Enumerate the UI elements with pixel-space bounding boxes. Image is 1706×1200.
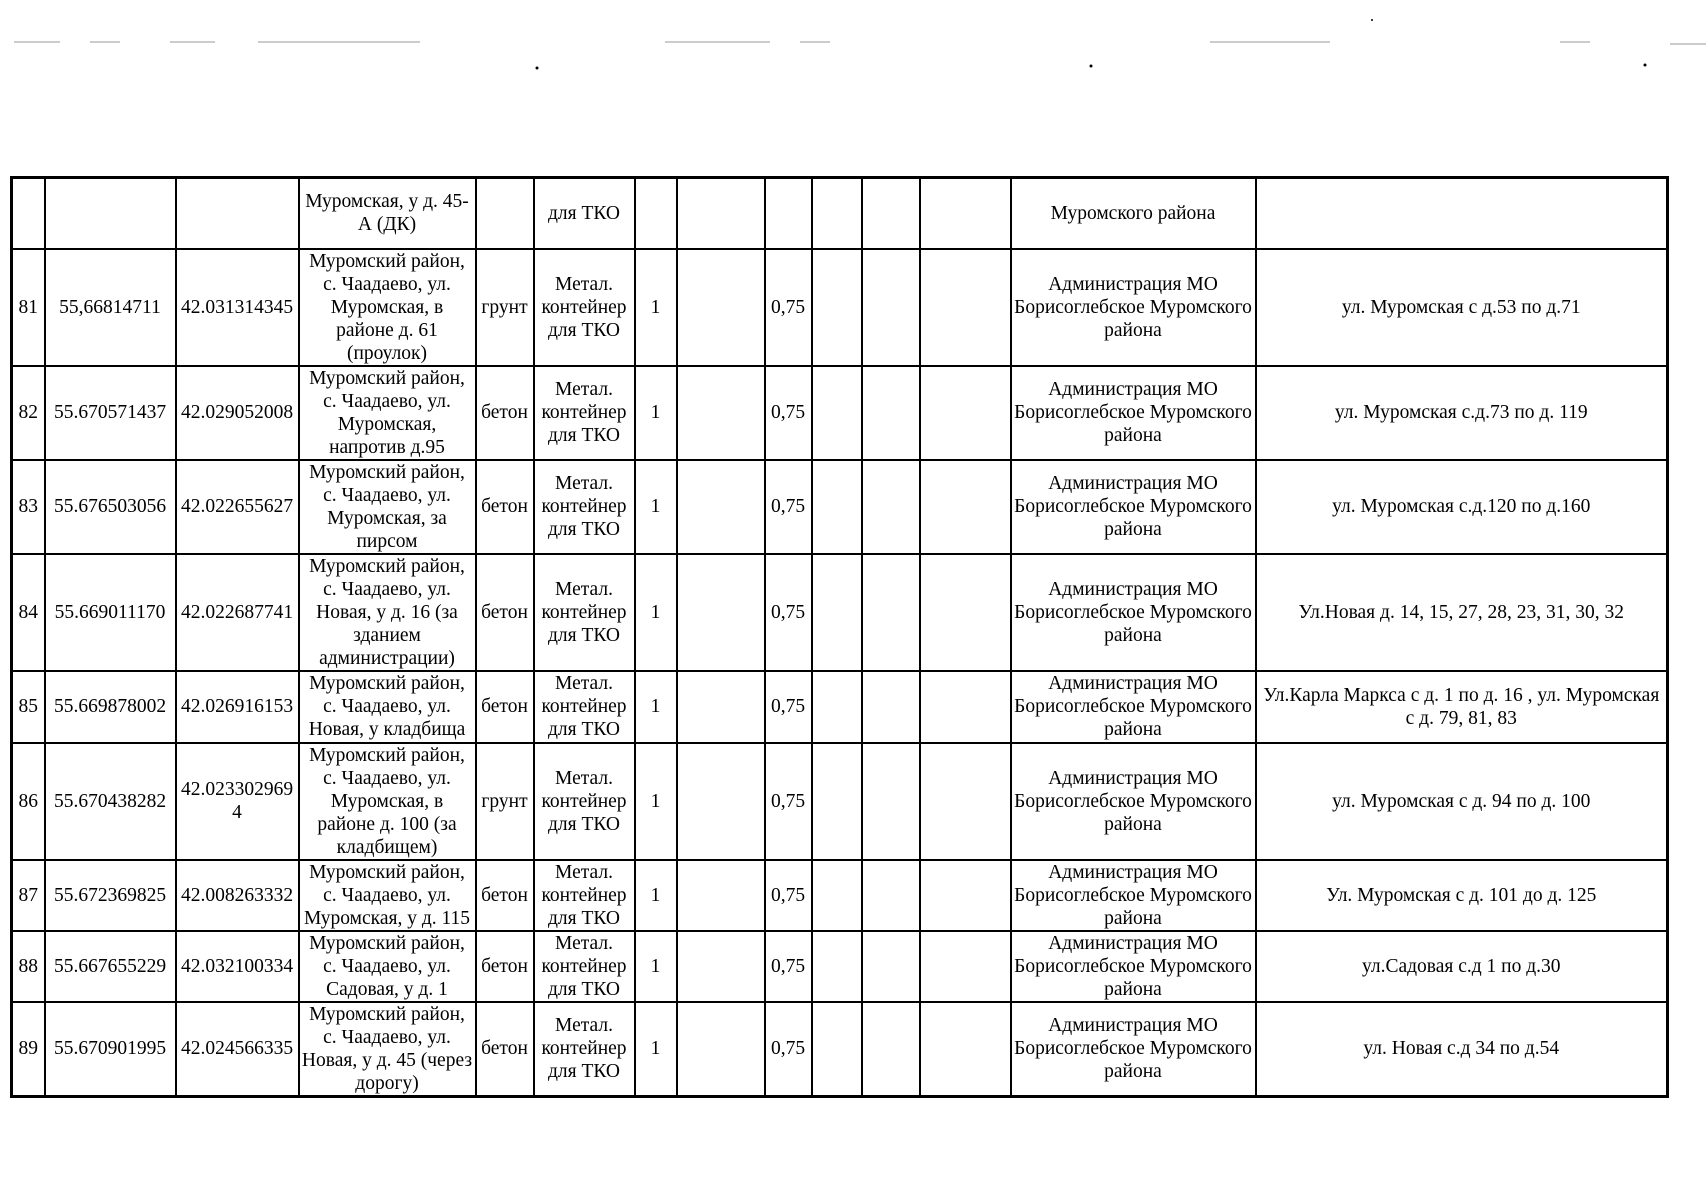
empty-cell — [812, 1002, 862, 1097]
table-row — [12, 460, 1668, 554]
container-type-cell: Метал. контейнер для ТКО — [534, 366, 635, 460]
owner-cell: Администрация МО Борисоглебское Муромского района — [1011, 860, 1256, 931]
served-addresses-cell: ул. Муромская с.д.120 по д.160 — [1256, 460, 1668, 554]
table-row — [12, 931, 1668, 1002]
longitude-cell: 42.026916153 — [176, 671, 299, 743]
empty-cell — [677, 743, 765, 860]
site-number-cell: 84 — [12, 554, 45, 671]
container-count-cell: 1 — [635, 1002, 677, 1097]
served-addresses-cell: ул. Муромская с.д.73 по д. 119 — [1256, 366, 1668, 460]
surface-cell: бетон — [476, 366, 534, 460]
empty-cell — [920, 178, 1011, 249]
served-addresses-cell — [1256, 178, 1668, 249]
empty-cell — [812, 366, 862, 460]
longitude-cell: 42.031314345 — [176, 249, 299, 366]
container-volume-cell: 0,75 — [765, 860, 812, 931]
longitude-cell — [176, 178, 299, 249]
address-cell: Муромская, у д. 45-А (ДК) — [299, 178, 476, 249]
container-volume-cell: 0,75 — [765, 554, 812, 671]
table-row — [12, 743, 1668, 860]
container-type-cell: Метал. контейнер для ТКО — [534, 860, 635, 931]
empty-cell — [862, 460, 920, 554]
address-cell: Муромский район, с. Чаадаево, ул. Муромская, у д. 115 — [299, 860, 476, 931]
longitude-cell: 42.008263332 — [176, 860, 299, 931]
served-addresses-cell: ул. Новая с.д 34 по д.54 — [1256, 1002, 1668, 1097]
owner-cell: Администрация МО Борисоглебское Муромского района — [1011, 460, 1256, 554]
surface-cell: бетон — [476, 554, 534, 671]
served-addresses-cell: ул.Садовая с.д 1 по д.30 — [1256, 931, 1668, 1002]
owner-cell: Администрация МО Борисоглебское Муромского района — [1011, 743, 1256, 860]
table-row — [12, 366, 1668, 460]
site-number-cell: 89 — [12, 1002, 45, 1097]
container-volume-cell: 0,75 — [765, 249, 812, 366]
empty-cell — [862, 249, 920, 366]
empty-cell — [812, 671, 862, 743]
empty-cell — [920, 1002, 1011, 1097]
container-volume-cell: 0,75 — [765, 1002, 812, 1097]
surface-cell: бетон — [476, 1002, 534, 1097]
empty-cell — [920, 671, 1011, 743]
container-count-cell: 1 — [635, 249, 677, 366]
address-cell: Муромский район, с. Чаадаево, ул. Садовая, у д. 1 — [299, 931, 476, 1002]
surface-cell — [476, 178, 534, 249]
container-type-cell: Метал. контейнер для ТКО — [534, 743, 635, 860]
empty-cell — [812, 460, 862, 554]
site-number-cell: 85 — [12, 671, 45, 743]
container-volume-cell: 0,75 — [765, 931, 812, 1002]
container-volume-cell: 0,75 — [765, 671, 812, 743]
longitude-cell: 42.029052008 — [176, 366, 299, 460]
empty-cell — [862, 860, 920, 931]
longitude-cell: 42.023302969 4 — [176, 743, 299, 860]
site-number-cell: 86 — [12, 743, 45, 860]
empty-cell — [862, 931, 920, 1002]
owner-cell: Администрация МО Борисоглебское Муромского района — [1011, 249, 1256, 366]
empty-cell — [862, 671, 920, 743]
table-row — [12, 178, 1668, 249]
empty-cell — [862, 178, 920, 249]
empty-cell — [677, 931, 765, 1002]
site-number-cell — [12, 178, 45, 249]
empty-cell — [677, 249, 765, 366]
surface-cell: бетон — [476, 671, 534, 743]
table-body — [12, 178, 1668, 1097]
served-addresses-cell: Ул. Муромская с д. 101 до д. 125 — [1256, 860, 1668, 931]
site-number-cell: 82 — [12, 366, 45, 460]
container-type-cell: для ТКО — [534, 178, 635, 249]
empty-cell — [812, 554, 862, 671]
empty-cell — [862, 366, 920, 460]
empty-cell — [812, 743, 862, 860]
address-cell: Муромский район, с. Чаадаево, ул. Муромская, в районе д. 61 (проулок) — [299, 249, 476, 366]
served-addresses-cell: ул. Муромская с д. 94 по д. 100 — [1256, 743, 1668, 860]
container-count-cell: 1 — [635, 743, 677, 860]
container-type-cell: Метал. контейнер для ТКО — [534, 1002, 635, 1097]
container-type-cell: Метал. контейнер для ТКО — [534, 671, 635, 743]
latitude-cell: 55.670438282 — [45, 743, 176, 860]
empty-cell — [862, 554, 920, 671]
surface-cell: бетон — [476, 460, 534, 554]
empty-cell — [812, 860, 862, 931]
address-cell: Муромский район, с. Чаадаево, ул. Новая, у кладбища — [299, 671, 476, 743]
table-row — [12, 671, 1668, 743]
table-row — [12, 860, 1668, 931]
table-row — [12, 249, 1668, 366]
owner-cell: Администрация МО Борисоглебское Муромского района — [1011, 366, 1256, 460]
empty-cell — [677, 1002, 765, 1097]
latitude-cell: 55.667655229 — [45, 931, 176, 1002]
empty-cell — [677, 554, 765, 671]
table-row — [12, 1002, 1668, 1097]
container-volume-cell: 0,75 — [765, 366, 812, 460]
container-volume-cell — [765, 178, 812, 249]
empty-cell — [677, 671, 765, 743]
surface-cell: грунт — [476, 743, 534, 860]
latitude-cell: 55,66814711 — [45, 249, 176, 366]
empty-cell — [920, 743, 1011, 860]
served-addresses-cell: ул. Муромская с д.53 по д.71 — [1256, 249, 1668, 366]
container-type-cell: Метал. контейнер для ТКО — [534, 554, 635, 671]
owner-cell: Администрация МО Борисоглебское Муромского района — [1011, 1002, 1256, 1097]
container-count-cell: 1 — [635, 671, 677, 743]
address-cell: Муромский район, с. Чаадаево, ул. Муромская, за пирсом — [299, 460, 476, 554]
longitude-cell: 42.024566335 — [176, 1002, 299, 1097]
empty-cell — [920, 931, 1011, 1002]
longitude-cell: 42.032100334 — [176, 931, 299, 1002]
owner-cell: Администрация МО Борисоглебское Муромского района — [1011, 931, 1256, 1002]
latitude-cell: 55.670571437 — [45, 366, 176, 460]
container-volume-cell: 0,75 — [765, 743, 812, 860]
empty-cell — [677, 860, 765, 931]
site-number-cell: 87 — [12, 860, 45, 931]
container-count-cell — [635, 178, 677, 249]
owner-cell: Администрация МО Борисоглебское Муромского района — [1011, 671, 1256, 743]
latitude-cell: 55.669878002 — [45, 671, 176, 743]
empty-cell — [920, 554, 1011, 671]
address-cell: Муромский район, с. Чаадаево, ул. Новая, у д. 45 (через дорогу) — [299, 1002, 476, 1097]
site-number-cell: 88 — [12, 931, 45, 1002]
container-count-cell: 1 — [635, 366, 677, 460]
container-type-cell: Метал. контейнер для ТКО — [534, 931, 635, 1002]
container-type-cell: Метал. контейнер для ТКО — [534, 249, 635, 366]
address-cell: Муромский район, с. Чаадаево, ул. Новая, у д. 16 (за зданием администрации) — [299, 554, 476, 671]
owner-cell: Муромского района — [1011, 178, 1256, 249]
longitude-cell: 42.022655627 — [176, 460, 299, 554]
site-number-cell: 81 — [12, 249, 45, 366]
empty-cell — [920, 249, 1011, 366]
container-count-cell: 1 — [635, 860, 677, 931]
container-count-cell: 1 — [635, 460, 677, 554]
container-volume-cell: 0,75 — [765, 460, 812, 554]
served-addresses-cell: Ул.Карла Маркса с д. 1 по д. 16 , ул. Муромская с д. 79, 81, 83 — [1256, 671, 1668, 743]
container-type-cell: Метал. контейнер для ТКО — [534, 460, 635, 554]
empty-cell — [677, 366, 765, 460]
latitude-cell: 55.676503056 — [45, 460, 176, 554]
latitude-cell: 55.670901995 — [45, 1002, 176, 1097]
empty-cell — [862, 1002, 920, 1097]
surface-cell: бетон — [476, 931, 534, 1002]
longitude-cell: 42.022687741 — [176, 554, 299, 671]
empty-cell — [812, 178, 862, 249]
address-cell: Муромский район, с. Чаадаево, ул. Муромская, в районе д. 100 (за кладбищем) — [299, 743, 476, 860]
scan-artifacts — [0, 0, 1706, 80]
address-cell: Муромский район, с. Чаадаево, ул. Муромская, напротив д.95 — [299, 366, 476, 460]
empty-cell — [812, 931, 862, 1002]
empty-cell — [920, 460, 1011, 554]
empty-cell — [920, 366, 1011, 460]
empty-cell — [812, 249, 862, 366]
surface-cell: грунт — [476, 249, 534, 366]
container-count-cell: 1 — [635, 554, 677, 671]
latitude-cell — [45, 178, 176, 249]
table-row — [12, 554, 1668, 671]
empty-cell — [677, 460, 765, 554]
empty-cell — [920, 860, 1011, 931]
owner-cell: Администрация МО Борисоглебское Муромского района — [1011, 554, 1256, 671]
waste-sites-table — [10, 176, 1669, 1098]
site-number-cell: 83 — [12, 460, 45, 554]
empty-cell — [677, 178, 765, 249]
surface-cell: бетон — [476, 860, 534, 931]
served-addresses-cell: Ул.Новая д. 14, 15, 27, 28, 23, 31, 30, 32 — [1256, 554, 1668, 671]
latitude-cell: 55.669011170 — [45, 554, 176, 671]
empty-cell — [862, 743, 920, 860]
container-count-cell: 1 — [635, 931, 677, 1002]
latitude-cell: 55.672369825 — [45, 860, 176, 931]
